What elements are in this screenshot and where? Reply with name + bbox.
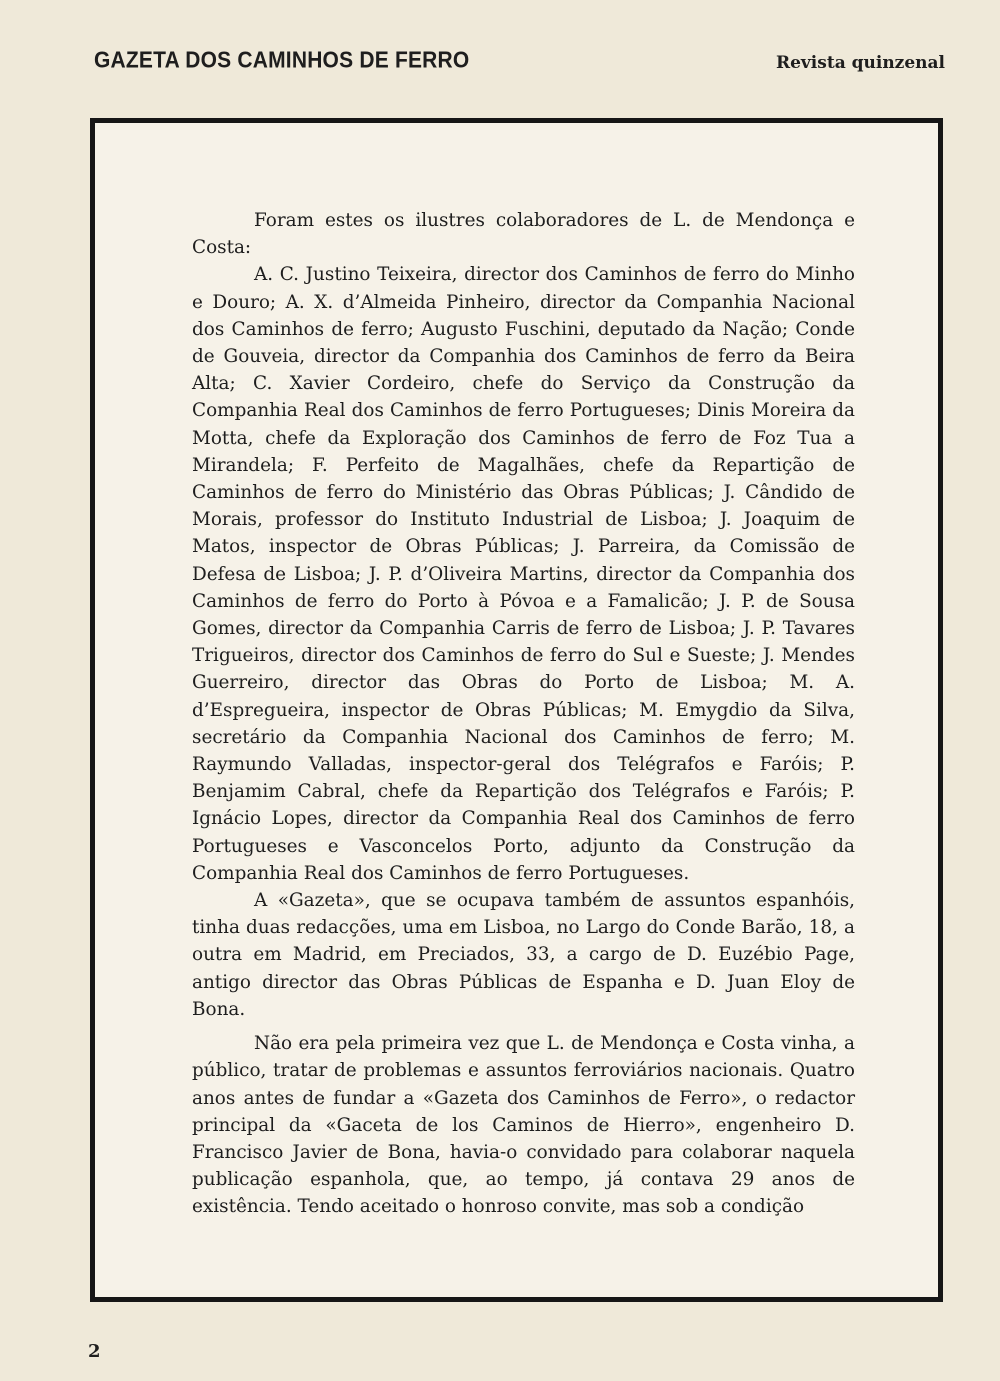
paragraph-gazeta: A «Gazeta», que se ocupava também de assuntos espanhóis, tinha duas redacções, uma em Lisboa, no Largo do Conde Barão, 18, a outra em Madrid, em Preciados, 33, a cargo de D. Euzébio Page, antigo director das Obras Públicas de Espanha e D. Juan Eloy de Bona.	[192, 890, 855, 1020]
article-body	[192, 207, 855, 1221]
page-number: 2	[88, 1341, 101, 1362]
paragraph-history: Não era pela primeira vez que L. de Mendonça e Costa vinha, a público, tratar de problemas e assuntos ferroviários nacionais. Quatro anos antes de fundar a «Gazeta dos Caminhos de Ferro», o redactor principal da «Gaceta de los Caminos de Hierro», engenheiro D. Francisco Javier de Bona, havia-o convidado para colaborar naquela publicação espanhola, que, ao tempo, já contava 29 anos de existência. Tendo aceitado o honroso convite, mas sob a condição	[192, 1033, 855, 1218]
paragraph-intro: Foram estes os ilustres colaboradores de L. de Mendonça e Costa:	[192, 210, 855, 259]
journal-subtitle: Revista quinzenal	[775, 53, 945, 73]
journal-title: GAZETA DOS CAMINHOS DE FERRO	[94, 47, 470, 73]
masthead	[94, 47, 945, 84]
article-frame	[90, 118, 943, 1302]
paragraph-collaborators: A. C. Justino Teixeira, director dos Caminhos de ferro do Minho e Douro; A. X. d’Almeida Pinheiro, director da Companhia Nacional dos Caminhos de ferro; Augusto Fuschini, deputado da Nação; Conde de Gouveia, director da Companhia dos Caminhos de ferro da Beira Alta; C. Xavier Cordeiro, chefe do Serviço da Construção da Companhia Real dos Caminhos de ferro Portugueses; Dinis Moreira da Motta, chefe da Exploração dos Caminhos de ferro de Foz Tua a Mirandela; F. Perfeito de Magalhães, chefe da Repartição de Caminhos de ferro do Ministério das Obras Públicas; J. Cândido de Morais, professor do Instituto Industrial de Lisboa; J. Joaquim de Matos, inspector de Obras Públicas; J. Parreira, da Comissão de Defesa de Lisboa; J. P. d’Oliveira Martins, director da Companhia dos Caminhos de ferro do Porto à Póvoa e a Famalicão; J. P. de Sousa Gomes, director da Companhia Carris de ferro de Lisboa; J. P. Tavares Trigueiros, director dos Caminhos de ferro do Sul e Sueste; J. Mendes Guerreiro, director das Obras do Porto de Lisboa; M. A. d’Espregueira, inspector de Obras Públicas; M. Emygdio da Silva, secretário da Companhia Nacional dos Caminhos de ferro; M. Raymundo Valladas, inspector-geral dos Telégrafos e Faróis; P. Benjamim Cabral, chefe da Repartição dos Telégrafos e Faróis; P. Ignácio Lopes, director da Companhia Real dos Caminhos de ferro Portugueses e Vasconcelos Porto, adjunto da Construção da Companhia Real dos Caminhos de ferro Portugueses.	[192, 264, 855, 884]
